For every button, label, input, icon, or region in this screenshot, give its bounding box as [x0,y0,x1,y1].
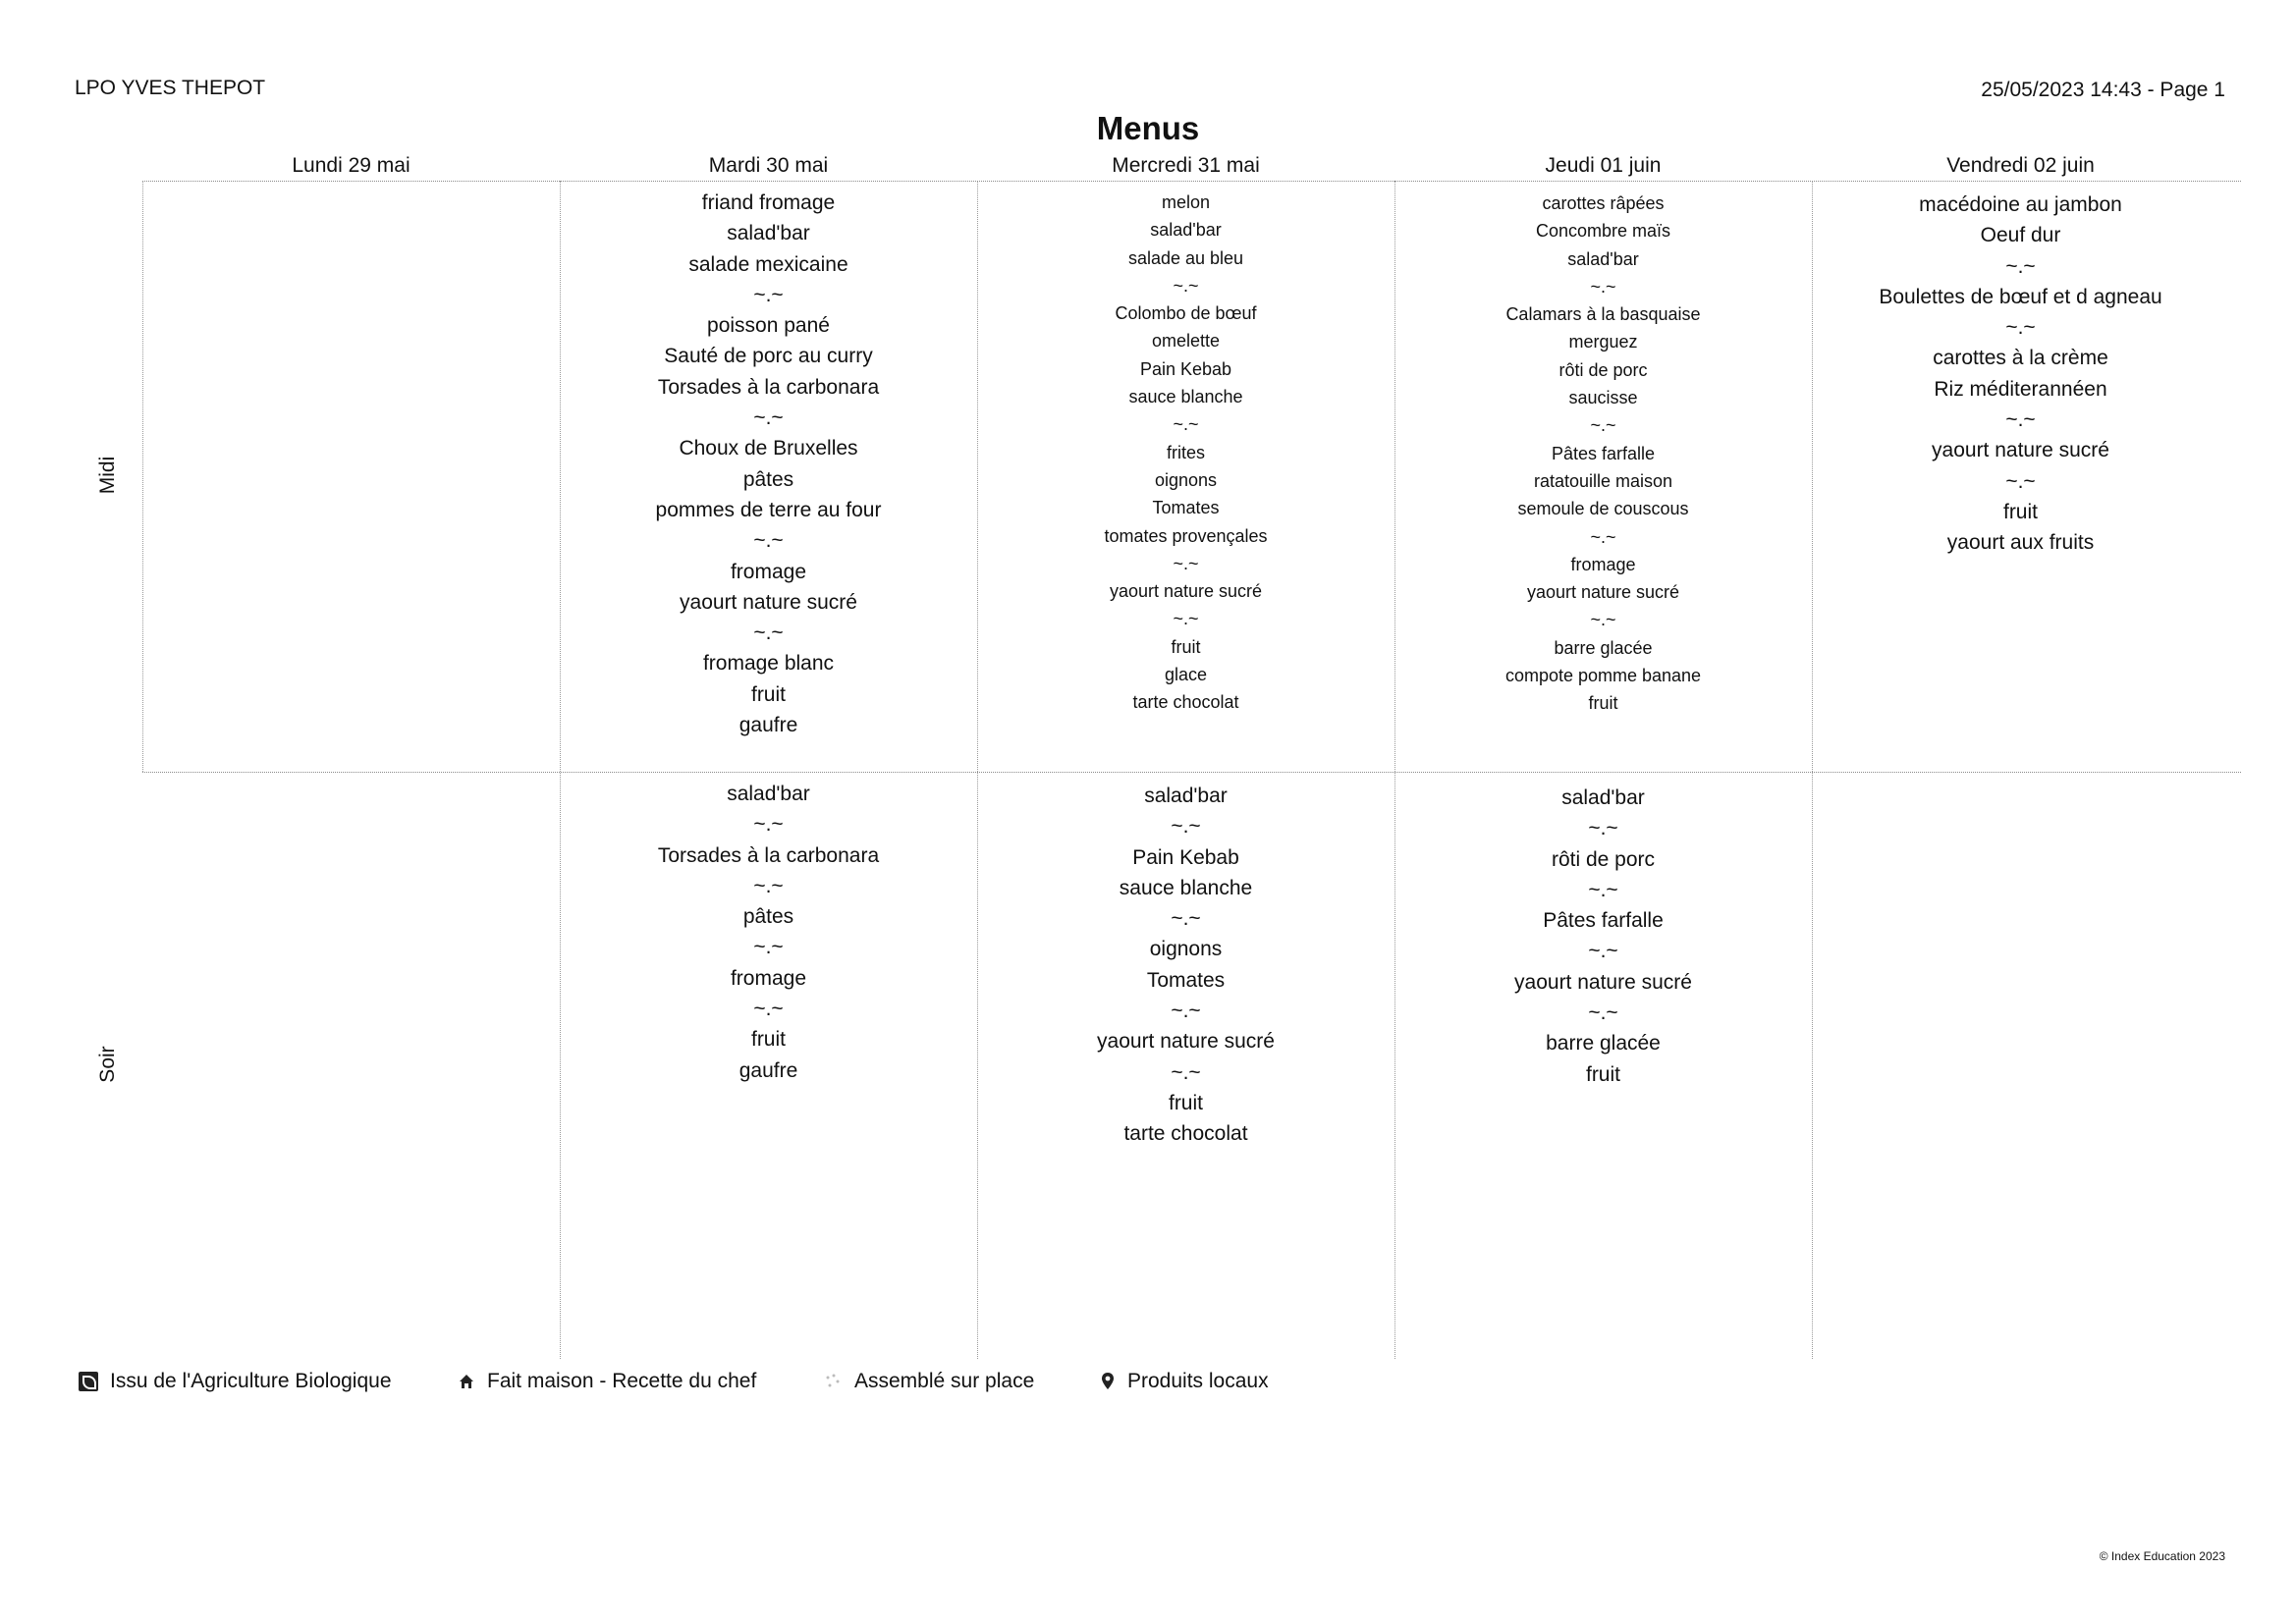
menu-item: yaourt nature sucré [1932,439,2109,462]
legend-home-label: Fait maison - Recette du chef [487,1370,757,1392]
dots-icon [823,1372,843,1391]
course-separator: ~.~ [1590,276,1616,297]
menu-item: Calamars à la basquaise [1505,304,1701,325]
menu-item: gaufre [738,714,798,737]
course-separator: ~.~ [753,998,784,1021]
course-separator: ~.~ [1171,1060,1201,1084]
menu-cell-midi-wednesday [977,189,1394,717]
menu-cell-soir-wednesday [977,781,1394,1150]
menu-item: fruit [2002,500,2038,523]
menu-item: yaourt nature sucré [1109,581,1263,602]
menu-item: fruit [1171,636,1201,657]
course-separator: ~.~ [1173,553,1199,573]
menu-item: pâtes [742,467,794,491]
menu-item: semoule de couscous [1517,499,1689,519]
menu-item: Oeuf dur [1980,224,2061,247]
menu-item: macédoine au jambon [1919,193,2122,216]
menu-item: merguez [1568,332,1638,352]
menu-item: yaourt nature sucré [1514,970,1692,994]
course-separator: ~.~ [1171,815,1201,839]
menu-item: salad'bar [1567,248,1639,269]
menu-item: fruit [1585,1062,1620,1086]
course-separator: ~.~ [753,406,784,430]
menu-item: friand fromage [701,191,836,214]
menu-item: salad'bar [1561,786,1645,809]
menu-cell-soir-tuesday [560,779,977,1086]
legend-assembled-label: Assemblé sur place [854,1370,1035,1392]
location-pin-icon [1100,1372,1116,1391]
menu-item: yaourt nature sucré [680,590,857,614]
meal-label-soir: Soir [96,1046,119,1083]
day-header-monday: Lundi 29 mai [292,154,410,177]
grid-line-col-1 [142,181,143,772]
chef-hat-icon [458,1373,475,1390]
grid-line-middle [142,772,2241,773]
course-separator: ~.~ [753,529,784,553]
day-header-friday: Vendredi 02 juin [1946,154,2095,177]
menu-item: Pain Kebab [1132,845,1239,869]
menu-cell-midi-thursday [1394,189,1812,718]
menu-item: yaourt aux fruits [1946,531,2095,555]
menu-item: Tomates [1152,498,1220,518]
menu-item: fromage [1570,554,1636,574]
course-separator: ~.~ [2005,254,2036,278]
menu-item: sauce blanche [1119,876,1253,899]
menu-item: omelette [1151,331,1221,352]
menu-item: fromage [730,560,807,583]
menu-item: fromage [730,966,807,990]
menu-item: Pain Kebab [1139,358,1232,379]
menu-item: Concombre maïs [1535,221,1671,242]
menu-item: rôti de porc [1551,847,1656,871]
legend-assembled [823,1370,1034,1393]
menu-item: frites [1166,442,1205,462]
menu-cell-midi-friday [1812,189,2229,559]
menu-item: carottes râpées [1542,193,1665,213]
menu-item: barre glacée [1546,1032,1661,1056]
course-separator: ~.~ [1588,878,1618,901]
menu-item: barre glacée [1554,637,1653,658]
menu-item: carottes à la crème [1933,347,2108,370]
menu-item: yaourt nature sucré [1526,582,1680,603]
menu-item: Torsades à la carbonara [657,843,880,867]
menu-item: Pâtes farfalle [1543,909,1664,933]
leaf-badge-icon [79,1372,98,1391]
course-separator: ~.~ [1590,526,1616,547]
menu-item: salade au bleu [1127,247,1244,268]
course-separator: ~.~ [753,936,784,959]
course-separator: ~.~ [1588,817,1618,840]
menu-item: oignons [1154,469,1218,490]
day-header-tuesday: Mardi 30 mai [708,154,829,177]
course-separator: ~.~ [1173,609,1199,629]
course-separator: ~.~ [753,874,784,897]
menu-item: fruit [1168,1091,1203,1114]
menu-item: yaourt nature sucré [1097,1030,1275,1054]
legend-local [1100,1370,1269,1393]
menu-item: Colombo de bœuf [1115,303,1257,324]
menu-item: Riz méditerannéen [1934,377,2107,401]
course-separator: ~.~ [1173,275,1199,296]
menu-item: tomates provençales [1104,525,1268,546]
menu-item: Pâtes farfalle [1551,443,1656,463]
menu-item: pommes de terre au four [655,498,882,521]
course-separator: ~.~ [2005,408,2036,432]
course-separator: ~.~ [1171,1000,1201,1023]
menu-item: fruit [750,1028,786,1052]
menu-item: salad'bar [1144,785,1228,807]
menu-item: tarte chocolat [1132,692,1239,713]
meal-label-midi: Midi [96,456,119,495]
day-header-thursday: Jeudi 01 juin [1545,154,1662,177]
menu-item: fruit [1588,693,1618,714]
day-header-wednesday: Mercredi 31 mai [1112,154,1260,177]
menu-cell-midi-tuesday [560,188,977,740]
menu-item: compote pomme banane [1504,666,1702,686]
menu-item: salad'bar [727,783,810,805]
course-separator: ~.~ [1588,1001,1618,1025]
copyright: © Index Education 2023 [2099,1549,2225,1563]
grid-line-top [142,181,2241,182]
school-name: LPO YVES THEPOT [75,77,266,99]
menu-item: glace [1164,665,1208,685]
page-title: Menus [1096,110,1200,146]
menu-item: Sauté de porc au curry [664,345,873,368]
menu-item: melon [1161,192,1211,212]
menu-item: salad'bar [727,222,810,245]
menu-item: Choux de Bruxelles [679,437,858,460]
course-separator: ~.~ [1588,940,1618,963]
course-separator: ~.~ [1173,414,1199,435]
menu-item: Boulettes de bœuf et d agneau [1879,285,2162,308]
menu-item: oignons [1149,938,1223,961]
menu-cell-soir-thursday [1394,783,1812,1090]
menu-item: ratatouille maison [1533,470,1673,491]
print-datetime: 25/05/2023 14:43 - Page 1 [1981,79,2225,101]
menu-item: sauce blanche [1128,387,1243,407]
course-separator: ~.~ [1590,415,1616,436]
course-separator: ~.~ [753,283,784,306]
course-separator: ~.~ [753,622,784,645]
menu-item: salad'bar [1150,220,1222,241]
course-separator: ~.~ [1171,907,1201,931]
legend-bio-label: Issu de l'Agriculture Biologique [110,1370,392,1392]
menu-item: pâtes [742,905,794,929]
menu-item: fruit [750,682,786,706]
menu-item: saucisse [1568,388,1638,408]
menu-item: tarte chocolat [1123,1122,1248,1146]
course-separator: ~.~ [1590,610,1616,630]
menu-item: Torsades à la carbonara [657,375,880,399]
course-separator: ~.~ [2005,469,2036,493]
menu-item: Tomates [1146,968,1226,992]
course-separator: ~.~ [753,813,784,837]
legend-local-label: Produits locaux [1127,1370,1269,1392]
menu-item: rôti de porc [1558,359,1648,380]
course-separator: ~.~ [2005,316,2036,340]
menu-item: poisson pané [707,314,830,338]
menu-item: salade mexicaine [688,252,848,276]
legend-bio [79,1370,392,1393]
menu-item: fromage blanc [702,652,835,676]
menu-item: gaufre [738,1058,798,1082]
legend-home [458,1370,756,1393]
